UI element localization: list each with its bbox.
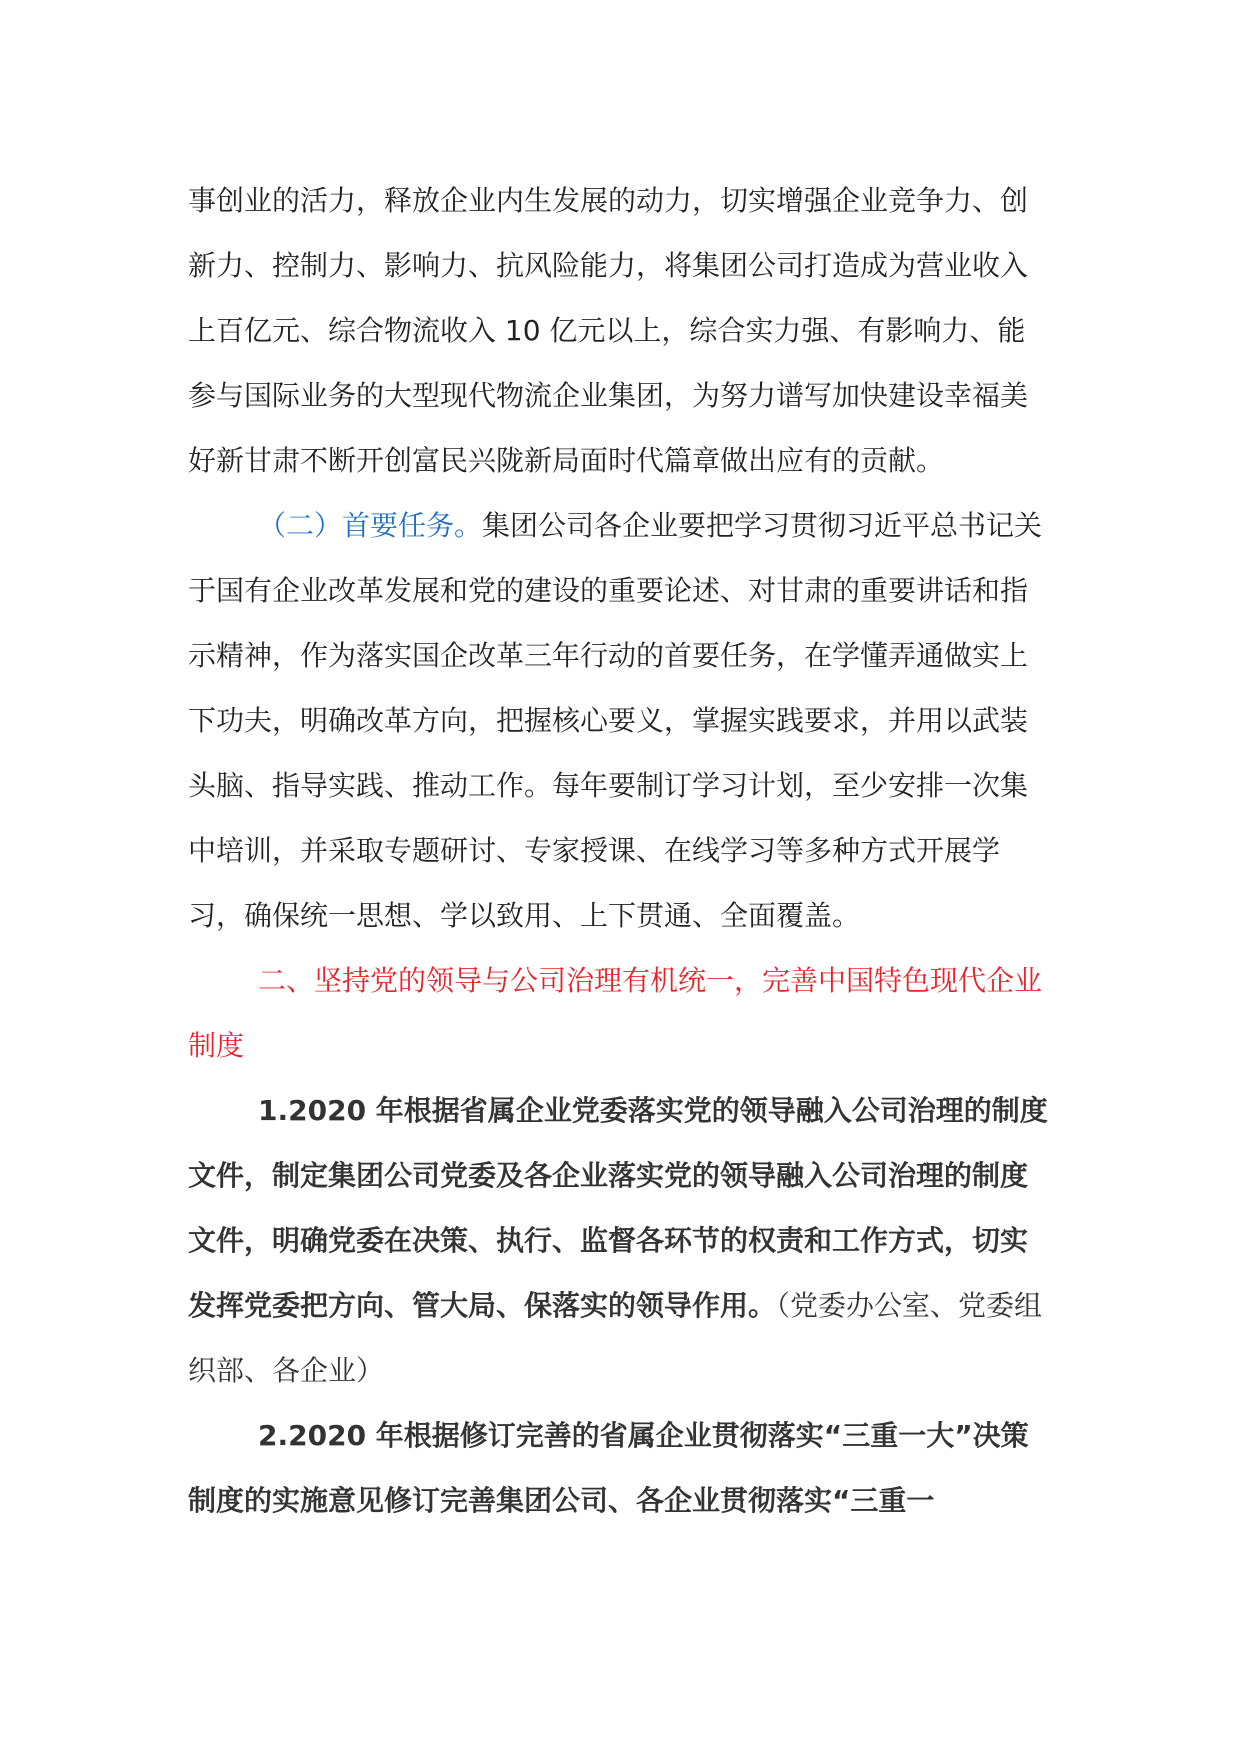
list-item-2 [188,1403,1048,1533]
subsection-heading: （二）首要任务。 [258,509,483,542]
document-body [188,168,1048,1533]
paragraph-primary-task [188,493,1048,948]
section-heading: 二、坚持党的领导与公司治理有机统一，完善中国特色现代企业制度 [188,964,1043,1062]
list-item-1-responsible: （党委办公室、党委组织部、各企业） [188,1289,1043,1387]
list-item-1-text: 1.2020 年根据省属企业党委落实党的领导融入公司治理的制度文件，制定集团公司党委及各企业落实党的领导融入公司治理的制度文件，明确党委在决策、执行、监督各环节的权责和工作方式，切实发挥党委把方向、管大局、保落实的领导作用。 [188,1094,1048,1322]
paragraph-continuation: 事创业的活力，释放企业内生发展的动力，切实增强企业竞争力、创新力、控制力、影响力、抗风险能力，将集团公司打造成为营业收入上百亿元、综合物流收入 10 亿元以上，综合实力强、有影响力、能参与国际业务的大型现代物流企业集团，为努力谱写加快建设幸福美好新甘肃不断开创富民兴陇新局面时代篇章做出应有的贡献。 [188,184,1029,477]
list-item-2-text: 2.2020 年根据修订完善的省属企业贯彻落实“三重一大”决策制度的实施意见修订完善集团公司、各企业贯彻落实“三重一 [188,1419,1029,1517]
list-item-1 [188,1078,1048,1403]
paragraph-body: 集团公司各企业要把学习贯彻习近平总书记关于国有企业改革发展和党的建设的重要论述、对甘肃的重要讲话和指示精神，作为落实国企改革三年行动的首要任务，在学懂弄通做实上下功夫，明确改革方向，把握核心要义，掌握实践要求，并用以武装头脑、指导实践、推动工作。每年要制订学习计划，至少安排一次集中培训，并采取专题研讨、专家授课、在线学习等多种方式开展学习，确保统一思想、学以致用、上下贯通、全面覆盖。 [188,509,1043,932]
